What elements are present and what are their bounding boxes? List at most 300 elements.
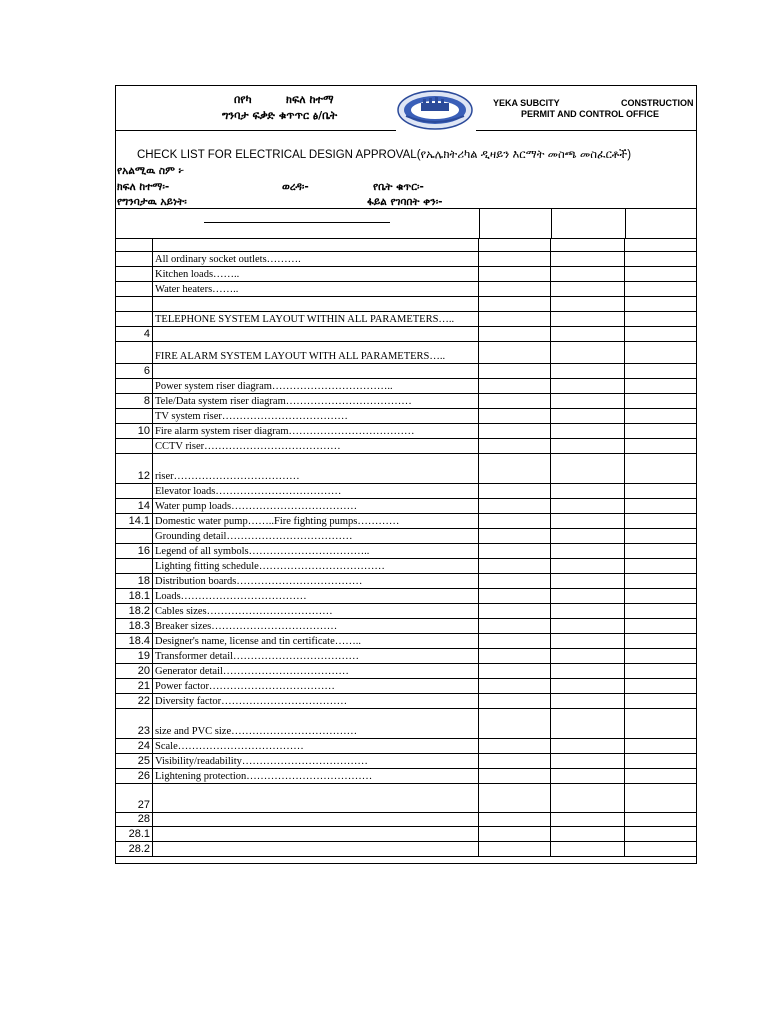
- row-item-cell: [153, 364, 479, 378]
- check-cell-3[interactable]: [625, 297, 696, 311]
- check-cell-2[interactable]: [551, 267, 625, 281]
- row-item-cell: [153, 529, 479, 543]
- table-row: [116, 252, 696, 267]
- row-item-text: Transformer detail………………………………: [155, 651, 360, 662]
- row-number-cell: [116, 784, 153, 812]
- row-number-cell: [116, 514, 153, 528]
- row-item-cell: [153, 297, 479, 311]
- check-cell-3[interactable]: [625, 694, 696, 708]
- row-number: 18.1: [128, 590, 150, 602]
- checklist-title: CHECK LIST FOR ELECTRICAL DESIGN APPROVAL(የኤሌክትሪካል ዲዛይን እርማት መስጫ መስፈርቶች): [137, 149, 632, 161]
- check-cell-3[interactable]: [625, 529, 696, 543]
- row-item-text: Tele/Data system riser diagram………………………………: [155, 396, 412, 407]
- table-row: [116, 739, 696, 754]
- check-cell-3[interactable]: [625, 784, 696, 812]
- check-cell-1[interactable]: [479, 297, 551, 311]
- row-item-text: TV system riser………………………………: [155, 411, 348, 422]
- row-number: 19: [137, 650, 150, 662]
- row-number-cell: [116, 379, 153, 393]
- row-item-text: Breaker sizes………………………………: [155, 621, 338, 632]
- check-cell-3[interactable]: [625, 574, 696, 588]
- check-cell-1[interactable]: [479, 394, 551, 408]
- row-item-cell: [153, 252, 479, 266]
- row-item-text: CCTV riser…………………………………: [155, 441, 341, 452]
- check-cell-2[interactable]: [551, 679, 625, 693]
- check-cell-2[interactable]: [551, 439, 625, 453]
- row-number-cell: [116, 312, 153, 326]
- row-item-text: size and PVC size………………………………: [155, 726, 358, 737]
- row-item-text: Lighting fitting schedule………………………………: [155, 561, 385, 572]
- row-number: 8: [143, 395, 150, 407]
- row-number: 23: [137, 725, 150, 737]
- check-cell-2[interactable]: [551, 529, 625, 543]
- check-cell-1[interactable]: [479, 282, 551, 296]
- check-cell-1[interactable]: [479, 529, 551, 543]
- row-item-cell: [153, 342, 479, 363]
- row-item-cell: [153, 649, 479, 663]
- row-number: 12: [137, 470, 150, 482]
- check-cell-3[interactable]: [625, 754, 696, 768]
- table-row: [116, 238, 696, 252]
- table-row: [116, 424, 696, 439]
- row-number-cell: [116, 454, 153, 483]
- check-cell-3[interactable]: [625, 239, 696, 251]
- row-item-cell: [153, 312, 479, 326]
- row-item-cell: [153, 267, 479, 281]
- row-item-text: Generator detail………………………………: [155, 666, 349, 677]
- check-cell-1[interactable]: [479, 252, 551, 266]
- row-number-cell: [116, 754, 153, 768]
- table-row: [116, 604, 696, 619]
- check-cell-2[interactable]: [551, 342, 625, 363]
- check-cell-2[interactable]: [551, 514, 625, 528]
- row-number: 18: [137, 575, 150, 587]
- row-number-cell: [116, 574, 153, 588]
- row-item-cell: [153, 239, 479, 251]
- row-number-cell: [116, 604, 153, 618]
- table-row: [116, 499, 696, 514]
- row-number: 28: [137, 813, 150, 825]
- header-divider-right: [476, 130, 696, 131]
- row-number-cell: [116, 559, 153, 573]
- check-cell-2[interactable]: [551, 282, 625, 296]
- row-number: 10: [137, 425, 150, 437]
- file-date-label: ፋይል የገባበት ቀን፡-: [367, 196, 443, 208]
- building-type-label: የግንባታዉ አይነት፡: [117, 196, 187, 208]
- check-cell-3[interactable]: [625, 664, 696, 678]
- row-number-cell: [116, 424, 153, 438]
- row-item-text: Elevator loads………………………………: [155, 486, 342, 497]
- row-number-cell: [116, 364, 153, 378]
- check-cell-3[interactable]: [625, 327, 696, 341]
- row-number: 4: [143, 328, 150, 340]
- am-header-line1-b: ክፍለ ከተማ: [286, 93, 334, 106]
- check-cell-2[interactable]: [551, 739, 625, 753]
- row-number: 6: [143, 365, 150, 377]
- row-item-text: Legend of all symbols……………………………..: [155, 546, 370, 557]
- check-cell-3[interactable]: [625, 454, 696, 483]
- row-item-text: riser………………………………: [155, 471, 300, 482]
- table-row: [116, 514, 696, 529]
- row-item-cell: [153, 559, 479, 573]
- row-item-cell: [153, 634, 479, 648]
- table-row: [116, 769, 696, 784]
- row-number-cell: [116, 282, 153, 296]
- check-cell-1[interactable]: [479, 239, 551, 251]
- check-cell-1[interactable]: [479, 312, 551, 326]
- check-cell-2[interactable]: [551, 574, 625, 588]
- table-row: [116, 267, 696, 282]
- check-cell-3[interactable]: [625, 409, 696, 423]
- check-cell-1[interactable]: [479, 364, 551, 378]
- row-number: 16: [137, 545, 150, 557]
- check-cell-1[interactable]: [479, 327, 551, 341]
- row-number: 18.2: [128, 605, 150, 617]
- check-cell-1[interactable]: [479, 342, 551, 363]
- row-number-cell: [116, 544, 153, 558]
- check-cell-1[interactable]: [479, 784, 551, 812]
- en-header-line1-b: CONSTRUCTION: [621, 98, 694, 108]
- row-item-cell: [153, 484, 479, 498]
- row-item-text: Distribution boards………………………………: [155, 576, 363, 587]
- check-cell-3[interactable]: [625, 709, 696, 738]
- check-cell-2[interactable]: [551, 409, 625, 423]
- check-cell-1[interactable]: [479, 514, 551, 528]
- check-cell-1[interactable]: [479, 649, 551, 663]
- check-cell-2[interactable]: [551, 784, 625, 812]
- check-cell-2[interactable]: [551, 394, 625, 408]
- check-cell-2[interactable]: [551, 634, 625, 648]
- check-cell-3[interactable]: [625, 484, 696, 498]
- row-number-cell: [116, 619, 153, 633]
- row-item-text: Designer's name, license and tin certificate……..: [155, 636, 361, 647]
- owner-name-label: የአልሚዉ ስም ፦: [117, 165, 185, 177]
- row-number-cell: [116, 813, 153, 826]
- check-cell-3[interactable]: [625, 282, 696, 296]
- check-cell-3[interactable]: [625, 364, 696, 378]
- check-cell-3[interactable]: [625, 769, 696, 783]
- row-item-cell: [153, 454, 479, 483]
- row-number-cell: [116, 252, 153, 266]
- row-item-text: Kitchen loads……..: [155, 269, 240, 280]
- yeka-logo: [396, 90, 474, 130]
- row-item-text: Power factor………………………………: [155, 681, 335, 692]
- row-number: 18.3: [128, 620, 150, 632]
- row-item-cell: [153, 813, 479, 826]
- check-cell-3[interactable]: [625, 604, 696, 618]
- row-number: 20: [137, 665, 150, 677]
- check-cell-2[interactable]: [551, 827, 625, 841]
- en-header-line2: PERMIT AND CONTROL OFFICE: [521, 109, 659, 119]
- table-row: [116, 559, 696, 574]
- check-cell-3[interactable]: [625, 342, 696, 363]
- check-cell-3[interactable]: [625, 827, 696, 841]
- check-cell-2[interactable]: [551, 424, 625, 438]
- table-row: [116, 694, 696, 709]
- row-item-text: Power system riser diagram……………………………..: [155, 381, 393, 392]
- check-cell-2[interactable]: [551, 604, 625, 618]
- table-row: [116, 754, 696, 769]
- subcity-label: ክፍለ ከተማ፡-: [117, 181, 170, 193]
- check-cell-2[interactable]: [551, 454, 625, 483]
- row-number-cell: [116, 529, 153, 543]
- row-item-cell: [153, 754, 479, 768]
- check-cell-3[interactable]: [625, 394, 696, 408]
- row-item-text: Diversity factor………………………………: [155, 696, 348, 707]
- row-item-cell: [153, 574, 479, 588]
- row-item-cell: [153, 379, 479, 393]
- row-number: 22: [137, 695, 150, 707]
- row-number: 21: [137, 680, 150, 692]
- check-cell-2[interactable]: [551, 297, 625, 311]
- row-item-text: Water heaters……..: [155, 284, 239, 295]
- table-row: [116, 827, 696, 842]
- table-top-border: [116, 208, 696, 209]
- check-cell-1[interactable]: [479, 619, 551, 633]
- check-cell-2[interactable]: [551, 559, 625, 573]
- table-row: [116, 282, 696, 297]
- table-row: [116, 529, 696, 544]
- row-number: 14.1: [128, 515, 150, 527]
- check-cell-1[interactable]: [479, 499, 551, 513]
- check-cell-1[interactable]: [479, 827, 551, 841]
- check-cell-1[interactable]: [479, 484, 551, 498]
- table-row: [116, 484, 696, 499]
- check-cell-2[interactable]: [551, 664, 625, 678]
- check-cell-1[interactable]: [479, 634, 551, 648]
- house-number-label: የቤት ቁጥር፡-: [373, 181, 424, 193]
- check-cell-2[interactable]: [551, 544, 625, 558]
- check-cell-1[interactable]: [479, 589, 551, 603]
- check-cell-3[interactable]: [625, 424, 696, 438]
- logo-emblem-icon: [396, 90, 474, 130]
- table-row: [116, 327, 696, 342]
- row-number-cell: [116, 267, 153, 281]
- row-number: 27: [137, 799, 150, 811]
- check-cell-2[interactable]: [551, 709, 625, 738]
- check-cell-1[interactable]: [479, 664, 551, 678]
- check-cell-1[interactable]: [479, 439, 551, 453]
- row-item-text: Scale………………………………: [155, 741, 304, 752]
- row-item-cell: [153, 784, 479, 812]
- row-item-cell: [153, 282, 479, 296]
- table-row: [116, 784, 696, 813]
- table-row: [116, 619, 696, 634]
- en-header-line1-a: YEKA SUBCITY: [493, 98, 560, 108]
- table-row: [116, 379, 696, 394]
- row-item-text: Lightening protection………………………………: [155, 771, 373, 782]
- check-cell-1[interactable]: [479, 694, 551, 708]
- row-item-text: Visibility/readability………………………………: [155, 756, 368, 767]
- row-number: 26: [137, 770, 150, 782]
- table-row: [116, 589, 696, 604]
- check-cell-1[interactable]: [479, 813, 551, 826]
- woreda-label: ወረዳ፡-: [282, 181, 309, 193]
- row-item-cell: [153, 664, 479, 678]
- check-cell-1[interactable]: [479, 424, 551, 438]
- am-header-line2: ግንባታ ፍቃድ ቁጥጥር ፅ/ቤት: [222, 109, 338, 122]
- row-number-cell: [116, 679, 153, 693]
- row-item-cell: [153, 679, 479, 693]
- row-item-text: Water pump loads………………………………: [155, 501, 358, 512]
- row-number-cell: [116, 499, 153, 513]
- table-row: [116, 574, 696, 589]
- row-number-cell: [116, 239, 153, 251]
- row-item-text: Grounding detail………………………………: [155, 531, 353, 542]
- row-number-cell: [116, 394, 153, 408]
- check-cell-2[interactable]: [551, 252, 625, 266]
- check-cell-1[interactable]: [479, 769, 551, 783]
- row-item-text: Fire alarm system riser diagram………………………………: [155, 426, 415, 437]
- check-cell-1[interactable]: [479, 679, 551, 693]
- check-cell-3[interactable]: [625, 499, 696, 513]
- row-item-cell: [153, 327, 479, 341]
- check-cell-2[interactable]: [551, 619, 625, 633]
- check-cell-1[interactable]: [479, 709, 551, 738]
- row-item-cell: [153, 589, 479, 603]
- check-cell-1[interactable]: [479, 842, 551, 856]
- row-number-cell: [116, 297, 153, 311]
- row-item-cell: [153, 709, 479, 738]
- row-item-text: All ordinary socket outlets……….: [155, 254, 301, 265]
- table-row: [116, 409, 696, 424]
- check-cell-2[interactable]: [551, 239, 625, 251]
- check-cell-3[interactable]: [625, 312, 696, 326]
- check-cell-2[interactable]: [551, 589, 625, 603]
- check-cell-2[interactable]: [551, 499, 625, 513]
- check-cell-3[interactable]: [625, 267, 696, 281]
- row-number-cell: [116, 589, 153, 603]
- table-row: [116, 634, 696, 649]
- table-row: [116, 813, 696, 827]
- table-row: [116, 679, 696, 694]
- row-item-text: Domestic water pump……..Fire fighting pumps…………: [155, 516, 400, 527]
- check-cell-1[interactable]: [479, 267, 551, 281]
- row-number-cell: [116, 709, 153, 738]
- row-item-cell: [153, 769, 479, 783]
- row-item-cell: [153, 409, 479, 423]
- check-cell-2[interactable]: [551, 484, 625, 498]
- check-cell-3[interactable]: [625, 679, 696, 693]
- table-row: [116, 664, 696, 679]
- row-item-cell: [153, 619, 479, 633]
- row-number-cell: [116, 694, 153, 708]
- row-number: 25: [137, 755, 150, 767]
- row-number-cell: [116, 327, 153, 341]
- row-number-cell: [116, 664, 153, 678]
- table-row: [116, 297, 696, 312]
- row-item-cell: [153, 439, 479, 453]
- table-row: [116, 342, 696, 364]
- check-cell-1[interactable]: [479, 454, 551, 483]
- check-cell-3[interactable]: [625, 379, 696, 393]
- row-item-cell: [153, 827, 479, 841]
- row-number: 18.4: [128, 635, 150, 647]
- table-row: [116, 439, 696, 454]
- check-cell-3[interactable]: [625, 813, 696, 826]
- check-cell-3[interactable]: [625, 619, 696, 633]
- check-cell-3[interactable]: [625, 514, 696, 528]
- row-number: 14: [137, 500, 150, 512]
- row-number-cell: [116, 409, 153, 423]
- row-number-cell: [116, 739, 153, 753]
- row-item-cell: [153, 514, 479, 528]
- checklist-sheet: [115, 85, 697, 864]
- check-cell-3[interactable]: [625, 439, 696, 453]
- row-number: 28.2: [128, 843, 150, 855]
- check-cell-2[interactable]: [551, 754, 625, 768]
- check-cell-2[interactable]: [551, 312, 625, 326]
- row-number-cell: [116, 484, 153, 498]
- check-cell-2[interactable]: [551, 364, 625, 378]
- check-cell-3[interactable]: [625, 252, 696, 266]
- col-b-top: [551, 208, 552, 238]
- row-number: 28.1: [128, 828, 150, 840]
- table-row: [116, 544, 696, 559]
- check-cell-1[interactable]: [479, 559, 551, 573]
- row-item-text: FIRE ALARM SYSTEM LAYOUT WITH ALL PARAMETERS…..: [155, 351, 446, 362]
- row-item-text: Loads………………………………: [155, 591, 307, 602]
- check-cell-2[interactable]: [551, 649, 625, 663]
- check-cell-3[interactable]: [625, 544, 696, 558]
- check-cell-1[interactable]: [479, 379, 551, 393]
- check-cell-2[interactable]: [551, 769, 625, 783]
- check-cell-1[interactable]: [479, 409, 551, 423]
- row-item-cell: [153, 604, 479, 618]
- check-cell-3[interactable]: [625, 634, 696, 648]
- row-number-cell: [116, 769, 153, 783]
- check-cell-3[interactable]: [625, 559, 696, 573]
- table-row: [116, 842, 696, 857]
- row-item-cell: [153, 842, 479, 856]
- row-number-cell: [116, 634, 153, 648]
- check-cell-3[interactable]: [625, 589, 696, 603]
- row-item-cell: [153, 499, 479, 513]
- row-number: 24: [137, 740, 150, 752]
- check-cell-2[interactable]: [551, 379, 625, 393]
- row-number-cell: [116, 342, 153, 363]
- check-cell-1[interactable]: [479, 754, 551, 768]
- table-row: [116, 394, 696, 409]
- row-item-cell: [153, 394, 479, 408]
- row-item-cell: [153, 544, 479, 558]
- table-row: [116, 709, 696, 739]
- signature-line: [204, 222, 390, 223]
- check-cell-1[interactable]: [479, 604, 551, 618]
- check-cell-2[interactable]: [551, 813, 625, 826]
- table-row: [116, 312, 696, 327]
- col-a-top: [479, 208, 480, 238]
- col-c-top: [625, 208, 626, 238]
- check-cell-1[interactable]: [479, 544, 551, 558]
- check-cell-2[interactable]: [551, 694, 625, 708]
- check-cell-2[interactable]: [551, 842, 625, 856]
- check-cell-1[interactable]: [479, 574, 551, 588]
- row-number-cell: [116, 649, 153, 663]
- table-row: [116, 454, 696, 484]
- check-cell-1[interactable]: [479, 739, 551, 753]
- row-number-cell: [116, 827, 153, 841]
- check-cell-2[interactable]: [551, 327, 625, 341]
- row-item-cell: [153, 739, 479, 753]
- check-cell-3[interactable]: [625, 739, 696, 753]
- check-cell-3[interactable]: [625, 649, 696, 663]
- row-item-cell: [153, 694, 479, 708]
- row-item-text: TELEPHONE SYSTEM LAYOUT WITHIN ALL PARAMETERS…..: [155, 314, 455, 325]
- check-cell-3[interactable]: [625, 842, 696, 856]
- row-number-cell: [116, 842, 153, 856]
- header-divider-left: [116, 130, 396, 131]
